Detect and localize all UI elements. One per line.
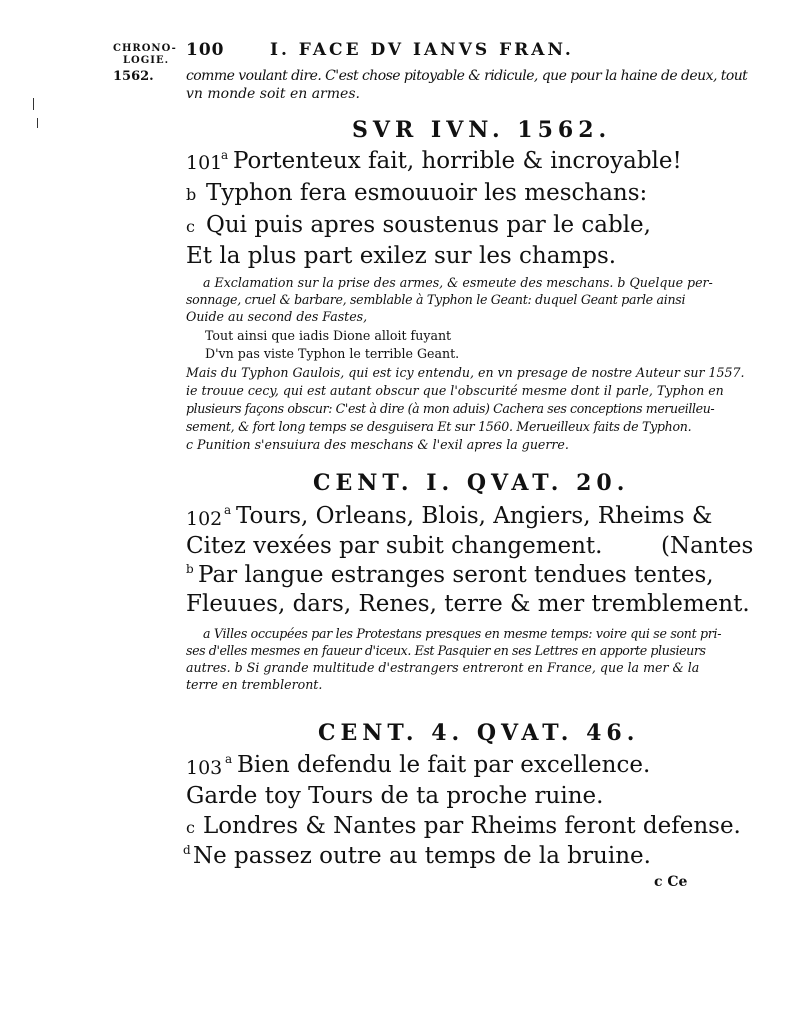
verse-letter: a bbox=[221, 148, 229, 162]
quote-line: D'vn pas viste Typhon le terrible Geant. bbox=[205, 346, 460, 361]
verse-line: Londres & Nantes par Rheims feront defense. bbox=[203, 813, 741, 839]
note-line: sonnage, cruel & barbare, semblable à Typhon le Geant: duquel Geant parle ainsi bbox=[186, 292, 686, 307]
section-heading: SVR IVN. 1562. bbox=[352, 117, 612, 143]
note-line: ie trouue cecy, qui est autant obscur que l'obscurité mesme dont il parle, Typhon en bbox=[186, 383, 724, 398]
quatrain-number: 101 bbox=[186, 152, 223, 174]
section-heading: CENT. 4. QVAT. 46. bbox=[318, 720, 640, 746]
note-line: ses d'elles mesmes en faueur d'iceux. Est Pasquier en ses Lettres en apporte plusieurs bbox=[186, 643, 706, 658]
note-line: Mais du Typhon Gaulois, qui est icy entendu, en vn presage de nostre Auteur sur 1557. bbox=[186, 365, 745, 380]
verse-line: Bien defendu le fait par excellence. bbox=[237, 752, 651, 778]
verse-line: Par langue estranges seront tendues tentes, bbox=[198, 562, 714, 588]
verse-line: Citez vexées par subit changement. (Nantes bbox=[186, 533, 754, 559]
note-line: terre en trembleront. bbox=[186, 677, 323, 692]
verse-line: Et la plus part exilez sur les champs. bbox=[186, 243, 617, 269]
verse-line: Ne passez outre au temps de la bruine. bbox=[193, 843, 651, 869]
page-number: 100 bbox=[186, 40, 225, 60]
verse-letter: a bbox=[224, 503, 232, 517]
margin-mark bbox=[37, 118, 38, 128]
margin-mark bbox=[33, 98, 34, 110]
verse-letter: d bbox=[183, 843, 191, 857]
note-line: plusieurs façons obscur: C'est à dire (à mon aduis) Cachera ses conceptions merueilleu- bbox=[186, 401, 715, 416]
note-line: a Exclamation sur la prise des armes, & esmeute des meschans. b Quelque per- bbox=[203, 275, 713, 290]
note-line: sement, & fort long temps se desguisera Et sur 1560. Merueilleux faits de Typhon. bbox=[186, 419, 692, 434]
intro-line: vn monde soit en armes. bbox=[186, 86, 360, 102]
verse-line: Typhon fera esmouuoir les meschans: bbox=[206, 180, 648, 206]
verse-line: Portenteux fait, horrible & incroyable! bbox=[233, 148, 682, 174]
note-line: autres. b Si grande multitude d'estrangers entreront en France, que la mer & la bbox=[186, 660, 700, 675]
verse-line: Tours, Orleans, Blois, Angiers, Rheims & bbox=[236, 503, 713, 529]
margin-year: 1562. bbox=[113, 69, 154, 84]
verse-letter: a bbox=[225, 752, 233, 766]
verse-line: Fleuues, dars, Renes, terre & mer tremblement. bbox=[186, 591, 750, 617]
quatrain-number: 103 bbox=[186, 757, 223, 779]
catchword: c Ce bbox=[654, 874, 688, 890]
quatrain-number: 102 bbox=[186, 508, 223, 530]
verse-line: Garde toy Tours de ta proche ruine. bbox=[186, 783, 604, 809]
verse-letter: c bbox=[186, 217, 195, 236]
quote-line: Tout ainsi que iadis Dione alloit fuyant bbox=[205, 328, 452, 343]
chronologie-label-1: CHRONO- bbox=[113, 43, 177, 54]
running-title: I. FACE DV IANVS FRAN. bbox=[270, 40, 574, 60]
note-line: c Punition s'ensuiura des meschans & l'exil apres la guerre. bbox=[186, 437, 569, 452]
section-heading: CENT. I. QVAT. 20. bbox=[313, 470, 630, 496]
verse-letter: c bbox=[186, 818, 195, 837]
note-line: Ouide au second des Fastes, bbox=[186, 309, 368, 324]
verse-letter: b bbox=[186, 185, 197, 204]
chronologie-label-2: LOGIE. bbox=[123, 55, 170, 66]
verse-line: Qui puis apres soustenus par le cable, bbox=[206, 212, 651, 238]
note-line: a Villes occupées par les Protestans presques en mesme temps: voire qui se sont pri- bbox=[203, 626, 722, 641]
intro-line: comme voulant dire. C'est chose pitoyable & ridicule, que pour la haine de deux, tout bbox=[186, 68, 748, 84]
verse-letter: b bbox=[186, 562, 194, 576]
